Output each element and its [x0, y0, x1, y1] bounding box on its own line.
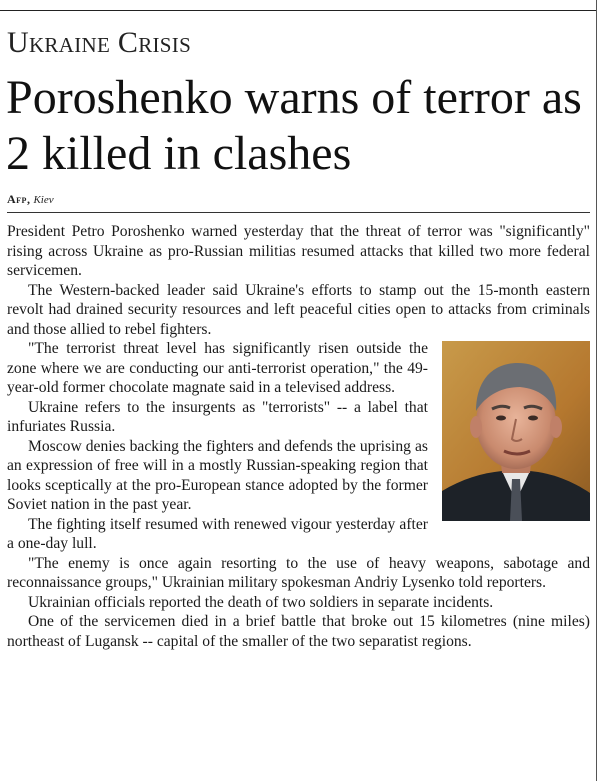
- byline: [7, 192, 54, 207]
- byline-place: Kiev: [33, 194, 54, 206]
- byline-agency: Afp,: [7, 192, 31, 206]
- section-kicker: Ukraine Crisis: [7, 26, 192, 59]
- paragraph: President Petro Poroshenko warned yesterday that the threat of terror was "significantly" rising across Ukraine as pro-Russian militias resumed attacks that killed two more federal servicemen.: [7, 223, 590, 279]
- paragraph: The Western-backed leader said Ukraine's efforts to stamp out the 15-month eastern revolt had drained security resources and left peaceful cities open to attacks from criminals and those allied to rebel fighters.: [7, 281, 590, 338]
- paragraph: Ukraine refers to the insurgents as "terrorists" -- a label that infuriates Russia.: [7, 398, 428, 435]
- article-body: [7, 222, 590, 651]
- headline: Poroshenko warns of terror as 2 killed in clashes: [6, 71, 582, 180]
- byline-rule: [7, 212, 590, 213]
- paragraph: Ukrainian officials reported the death of two soldiers in separate incidents.: [28, 593, 494, 611]
- paragraph: The fighting itself resumed with renewed vigour yesterday after a one-day lull.: [7, 515, 428, 552]
- portrait-photo: [442, 341, 590, 521]
- paragraph: Moscow denies backing the fighters and defends the uprising as an expression of free will in a mostly Russian-speaking region that looks sceptically at the pro-European stance adopted by the former Soviet nation in the past year.: [7, 437, 428, 513]
- paragraph: "The enemy is once again resorting to the use of heavy weapons, sabotage and reconnaissance groups," Ukrainian military spokesman Andriy Lysenko told reporters.: [7, 554, 590, 591]
- column-rule: [596, 0, 597, 781]
- paragraph: "The terrorist threat level has significantly risen outside the zone where we are conducting our anti-terrorist operation," the 49-year-old former chocolate magnate said in a televised address.: [7, 340, 428, 396]
- paragraph: One of the servicemen died in a brief battle that broke out 15 kilometres (nine miles) northeast of Lugansk -- capital of the smaller of the two separatist regions.: [7, 613, 590, 650]
- top-rule: [0, 10, 596, 11]
- portrait-image: [442, 341, 590, 521]
